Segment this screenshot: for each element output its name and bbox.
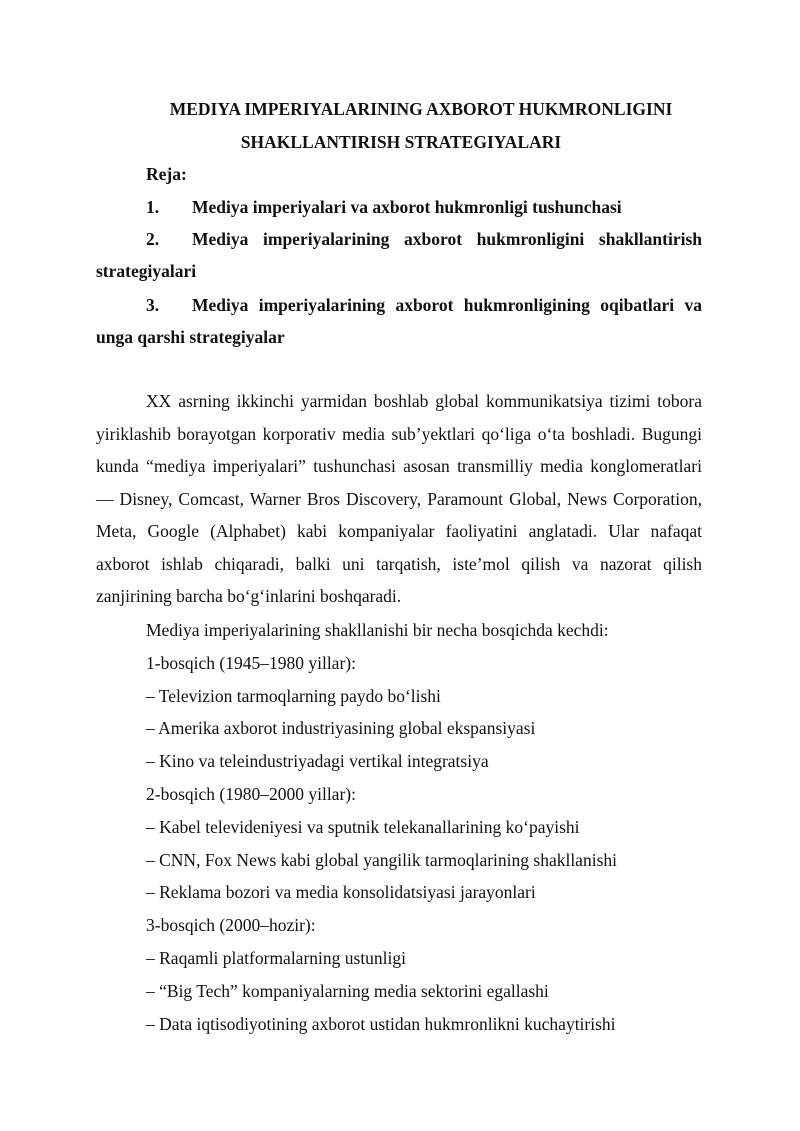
stage-3-item: – Raqamli platformalarning ustunligi	[146, 947, 407, 968]
plan-item-3	[96, 294, 702, 358]
stage-2-item: – CNN, Fox News kabi global yangilik tarmoqlarining shakllanishi	[146, 849, 617, 870]
plan-item-2	[96, 228, 702, 292]
document-title-line-2: SHAKLLANTIRISH STRATEGIYALARI	[240, 132, 562, 152]
plan-item-text: Mediya imperiyalari va axborot hukmronligi tushunchasi	[192, 197, 622, 217]
plan-item-text: Mediya imperiyalarining axborot hukmronligini shakllantirish	[192, 229, 702, 249]
stage-1-item: – Televizion tarmoqlarning paydo bo‘lishi	[146, 685, 441, 706]
stage-3-item: – Data iqtisodiyotining axborot ustidan hukmronlikni kuchaytirishi	[146, 1013, 616, 1034]
stage-1-item: – Kino va teleindustriyadagi vertikal integratsiya	[146, 751, 489, 772]
document-title-line-1: MEDIYA IMPERIYALARINING AXBOROT HUKMRONLIGINI	[169, 99, 673, 119]
stages-list	[146, 614, 617, 1040]
stage-1-item: – Amerika axborot industriyasining global ekspansiyasi	[146, 718, 536, 739]
stages-intro: Mediya imperiyalarining shakllanishi bir necha bosqichda kechdi:	[146, 620, 609, 640]
body-paragraph: XX asrning ikkinchi yarmidan boshlab global kommunikatsiya tizimi tobora yiriklashib borayotgan korporativ media sub’yektlari qo‘liga o‘ta boshladi. Bugungi kunda “mediya imperiyalari” tushunchasi asosan transmilliy media konglomeratlari — Disney, Comcast, Warner Bros Discovery, Paramount Global, News Corporation, Meta, Google (Alphabet) kabi kompaniyalar faoliyatini anglatadi. Ular nafaqat axborot ishlab chiqaradi, balki uni tarqatish, iste’mol qilish va nazorat qilish zanjirining barcha bo‘g‘inlarini boshqaradi.	[96, 391, 702, 606]
stage-1-label: 1-bosqich (1945–1980 yillar):	[146, 652, 356, 673]
stage-2-item: – Kabel televideniyesi va sputnik telekanallarining ko‘payishi	[146, 816, 580, 837]
plan-item-number: 2.	[146, 229, 160, 249]
plan-item-number: 3.	[146, 295, 160, 315]
plan-item-1	[96, 196, 702, 228]
plan-heading: Reja:	[146, 164, 187, 184]
body-paragraph-container	[96, 385, 702, 613]
plan-item-text-continued: unga qarshi strategiyalar	[96, 327, 285, 347]
plan-item-text: Mediya imperiyalarining axborot hukmronligining oqibatlari va	[192, 295, 702, 315]
stage-2-item: – Reklama bozori va media konsolidatsiyasi jarayonlari	[146, 882, 536, 903]
plan-item-number: 1.	[146, 197, 160, 217]
plan-item-text-continued: strategiyalari	[96, 261, 197, 281]
stage-2-label: 2-bosqich (1980–2000 yillar):	[146, 783, 356, 804]
stage-3-label: 3-bosqich (2000–hozir):	[146, 915, 316, 936]
stage-3-item: – “Big Tech” kompaniyalarning media sektorini egallashi	[146, 980, 549, 1001]
